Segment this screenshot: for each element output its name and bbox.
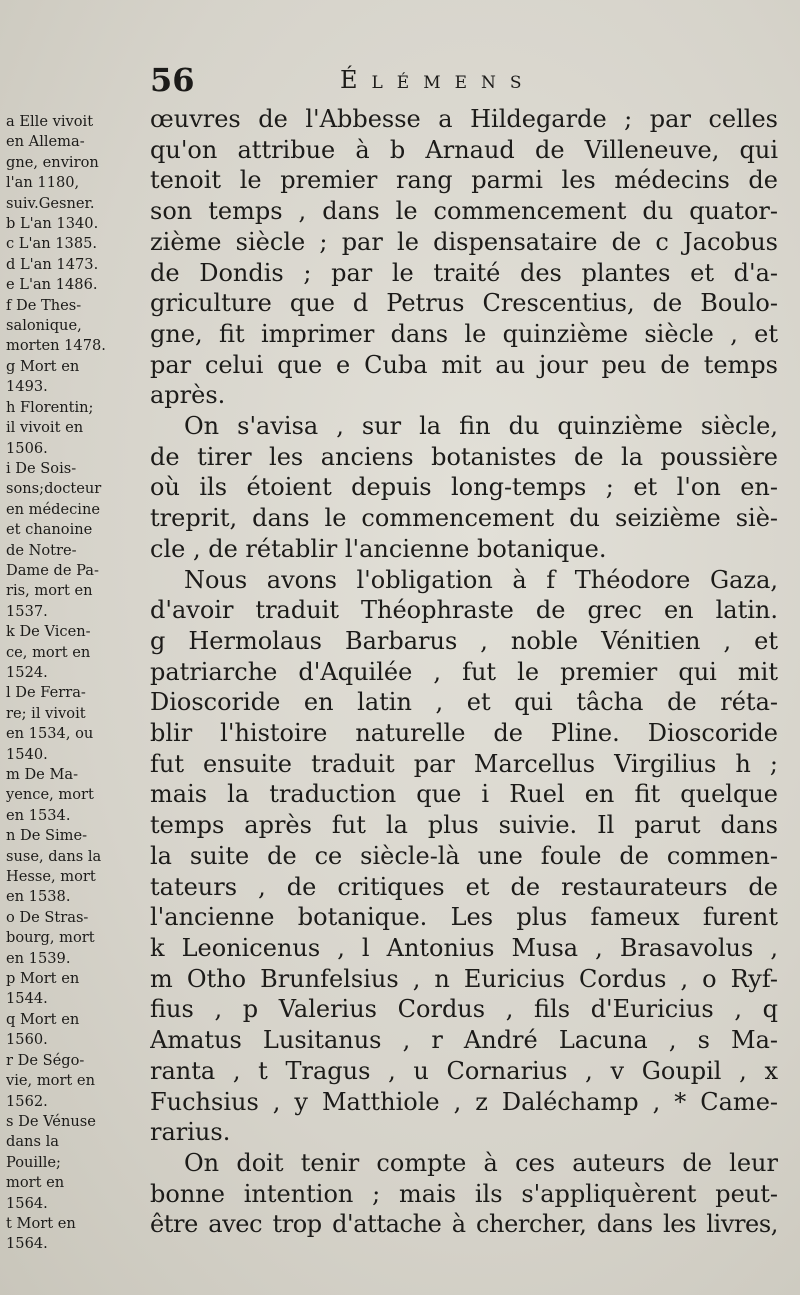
margin-note-line: 1564. [6, 1235, 48, 1253]
margin-note-line: 1537. [6, 602, 48, 620]
text-line: mais la traduction que i Ruel en fit quelque [150, 780, 778, 809]
margin-note-line: et chanoine [6, 521, 93, 539]
margin-note-line: a Elle vivoit [6, 113, 94, 130]
text-line: œuvres de l'Abbesse a Hildegarde ; par celles [150, 105, 778, 133]
margin-note-line: l'an 1180, [6, 174, 80, 192]
text-line: patriarche d'Aquilée , fut le premier qui mit [150, 657, 778, 686]
text-line: par celui que e Cuba mit au jour peu de temps [150, 350, 778, 379]
margin-note-line: g Mort en [6, 357, 80, 375]
margin-note-line: r De Ségo- [6, 1051, 85, 1069]
margin-note-line: n De Sime- [6, 827, 88, 845]
text-line: d'avoir traduit Théophraste de grec en latin. [150, 596, 778, 625]
margin-note-line: o De Stras- [6, 908, 89, 926]
margin-note-line: ce, mort en [6, 643, 91, 661]
text-line: de tirer les anciens botanistes de la poussière [150, 442, 778, 471]
margin-note-line: Dame de Pa- [6, 561, 99, 579]
paragraph-start-line: Nous avons l'obligation à f Théodore Gaza, [184, 565, 778, 594]
margin-note-line: Hesse, mort [6, 868, 96, 886]
margin-note-line: yence, mort [6, 786, 94, 804]
margin-note-line: vie, mort en [6, 1072, 95, 1090]
margin-note-line: d L'an 1473. [6, 255, 99, 273]
text-line: fut ensuite traduit par Marcellus Virgilius h ; [150, 749, 778, 778]
margin-note-line: 1540. [6, 745, 48, 763]
text-line: k Leonicenus , l Antonius Musa , Brasavolus , [150, 933, 778, 962]
text-line: ranta , t Tragus , u Cornarius , v Goupil , x [150, 1056, 778, 1085]
margin-note-line: 1524. [6, 663, 48, 681]
margin-note-line: suse, dans la [6, 847, 102, 865]
text-line: gne, fit imprimer dans le quinzième siècle , et [150, 319, 778, 348]
margin-note-line: s De Vénuse [6, 1112, 96, 1130]
margin-note-line: dans la [6, 1133, 59, 1151]
margin-note-line: k De Vicen- [6, 623, 91, 641]
text-line: treprit, dans le commencement du seizième siè- [150, 504, 778, 533]
text-line: blir l'histoire naturelle de Pline. Dioscoride [150, 719, 778, 748]
text-line: de Dondis ; par le traité des plantes et d'a- [150, 258, 778, 287]
paragraph-start-line: On doit tenir compte à ces auteurs de leur [184, 1148, 778, 1177]
text-line: être avec trop d'attache à chercher, dans les livres, [150, 1210, 778, 1239]
margin-note-line: q Mort en [6, 1010, 80, 1028]
margin-note-line: l De Ferra- [6, 684, 86, 702]
margin-note-line: gne, environ [6, 153, 99, 171]
text-line: où ils étoient depuis long-temps ; et l'on en- [150, 473, 778, 502]
margin-note-line: sons;docteur [6, 480, 102, 498]
margin-note-line: 1493. [6, 378, 48, 396]
margin-note-line: salonique, [6, 317, 82, 335]
text-line: m Otho Brunfelsius , n Euricius Cordus , o Ryf- [150, 964, 778, 993]
text-line: Fuchsius , y Matthiole , z Daléchamp , * Came- [150, 1087, 778, 1116]
text-line: cle , de rétablir l'ancienne botanique. [150, 534, 607, 563]
text-line: fius , p Valerius Cordus , fils d'Euricius , q [150, 995, 778, 1024]
text-line: bonne intention ; mais ils s'appliquèrent peut- [150, 1179, 778, 1208]
margin-note-line: t Mort en [6, 1214, 76, 1232]
text-line: l'ancienne botanique. Les plus fameux furent [150, 903, 778, 932]
margin-note-line: suiv.Gesner. [6, 194, 95, 212]
running-head: Élémens [340, 66, 536, 94]
margin-note-line: en 1534, ou [6, 725, 94, 743]
margin-note-line: b L'an 1340. [6, 215, 99, 233]
margin-note-line: 1544. [6, 990, 48, 1008]
text-line: après. [150, 381, 226, 410]
margin-note-line: p Mort en [6, 970, 80, 988]
margin-note-line: en 1534. [6, 806, 71, 824]
body-text [150, 104, 778, 1240]
page-number: 56 [150, 61, 195, 99]
margin-note-line: m De Ma- [6, 766, 79, 783]
margin-note-line: 1506. [6, 439, 48, 457]
margin-notes [6, 112, 142, 1255]
margin-note-line: Pouille; [6, 1153, 61, 1171]
margin-note-line: i De Sois- [6, 459, 77, 477]
margin-note-line: en 1538. [6, 888, 71, 906]
text-line: la suite de ce siècle-là une foule de commen- [150, 841, 778, 870]
margin-note-line: ris, mort en [6, 582, 93, 600]
margin-note-line: f De Thes- [6, 296, 82, 314]
margin-note-line: bourg, mort [6, 929, 95, 947]
margin-note-line: e L'an 1486. [6, 276, 98, 294]
margin-note-line: en Allema- [6, 133, 85, 151]
text-line: tenoit le premier rang parmi les médecins de [150, 166, 778, 195]
text-line: qu'on attribue à b Arnaud de Villeneuve, qui [150, 135, 778, 164]
margin-note-line: morten 1478. [6, 337, 106, 355]
page-header [150, 58, 770, 102]
margin-note-line: h Florentin; [6, 398, 94, 416]
margin-note-line: 1560. [6, 1031, 48, 1049]
margin-note-line: de Notre- [6, 541, 77, 559]
margin-note-line: il vivoit en [6, 419, 84, 437]
margin-note-line: 1564. [6, 1194, 48, 1212]
margin-note-line: en 1539. [6, 949, 71, 967]
text-line: griculture que d Petrus Crescentius, de Boulo- [150, 289, 778, 318]
margin-note-line: re; il vivoit [6, 704, 86, 722]
margin-note-line: mort en [6, 1174, 65, 1192]
text-line: temps après fut la plus suivie. Il parut dans [150, 811, 778, 840]
text-line: son temps , dans le commencement du quator- [150, 197, 778, 226]
margin-note-line: 1562. [6, 1092, 48, 1110]
margin-note-line: c L'an 1385. [6, 235, 98, 253]
text-line: g Hermolaus Barbarus , noble Vénitien , et [150, 626, 778, 655]
text-line: rarius. [150, 1118, 231, 1147]
margin-note-line: en médecine [6, 500, 101, 518]
paragraph-start-line: On s'avisa , sur la fin du quinzième siècle, [184, 412, 778, 441]
text-line: zième siècle ; par le dispensataire de c Jacobus [150, 227, 778, 256]
text-line: tateurs , de critiques et de restaurateurs de [150, 872, 778, 901]
text-line: Amatus Lusitanus , r André Lacuna , s Ma- [150, 1026, 778, 1055]
text-line: Dioscoride en latin , et qui tâcha de réta- [150, 688, 778, 717]
